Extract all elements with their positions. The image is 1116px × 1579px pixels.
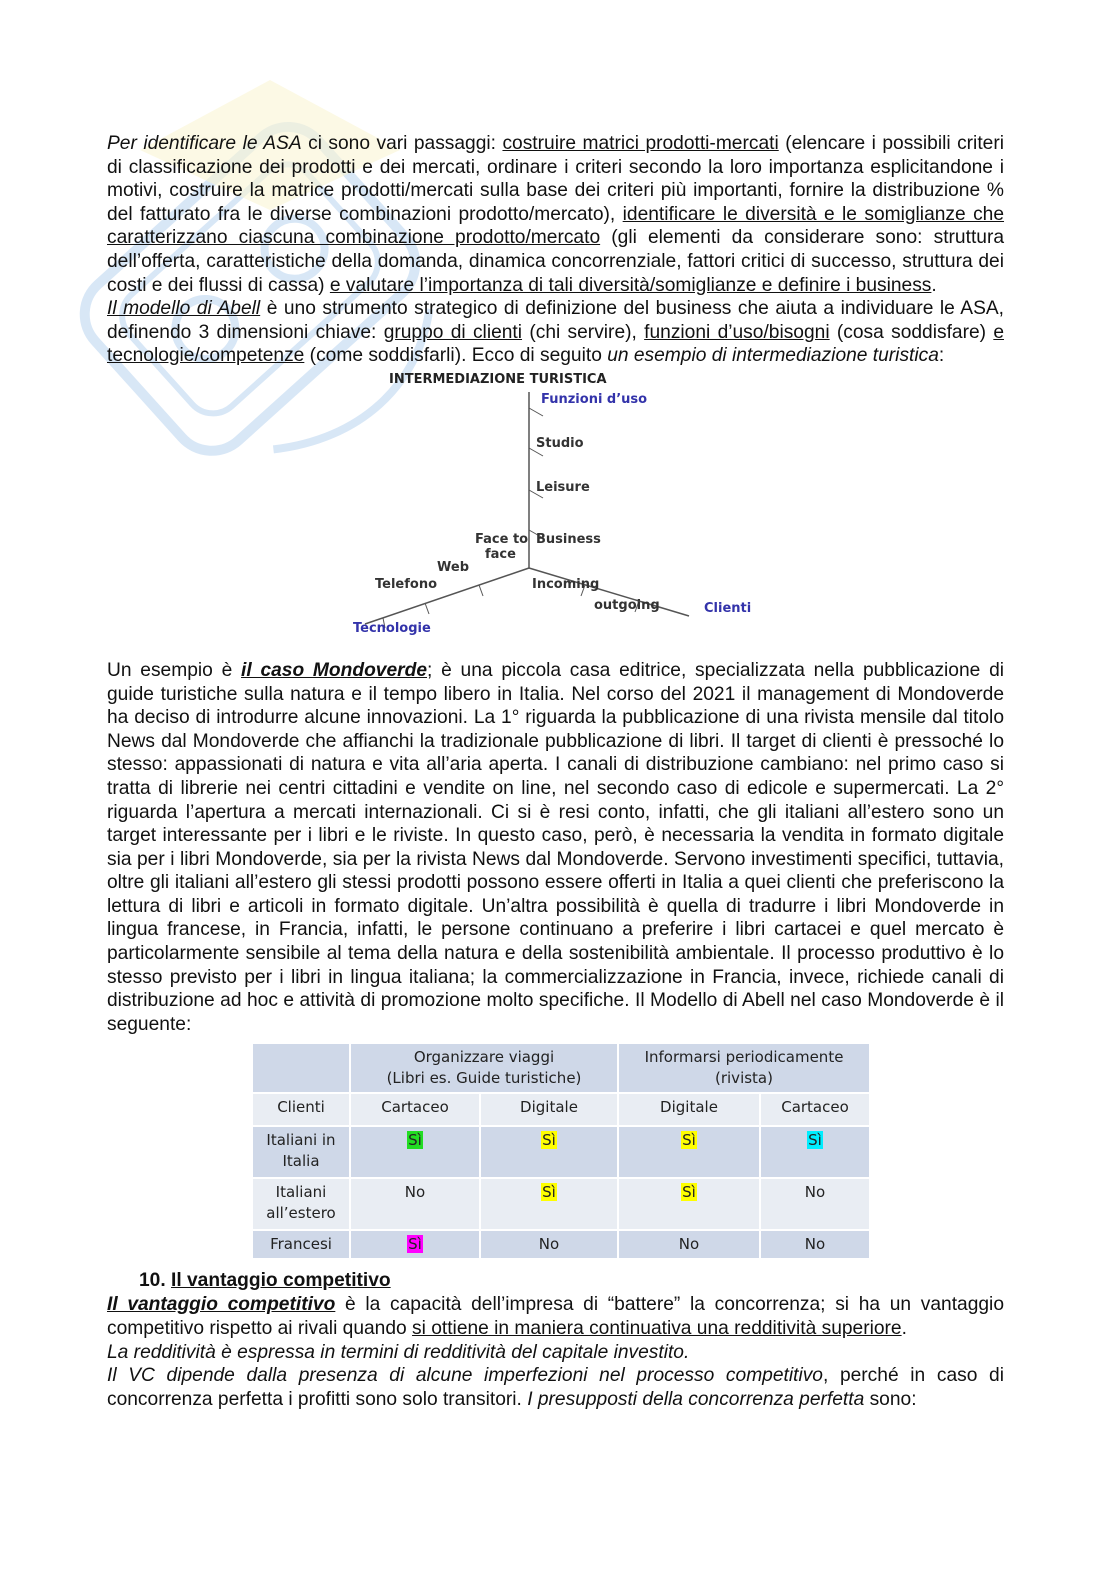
axis-funzioni-label: Funzioni d’uso xyxy=(541,391,648,407)
table-subheader-row xyxy=(252,1093,870,1126)
label-web: Web xyxy=(437,559,469,575)
section-number: 10. xyxy=(139,1270,172,1292)
col-header: Cartaceo xyxy=(760,1093,870,1126)
abell-diagram-svg xyxy=(107,370,1004,652)
paragraph-asa: Per identificare le ASA ci sono vari passaggi: costruire matrici prodotti-mercati (elencare i possibili criteri di classificazione dei prodotti e dei mercati, ordinare i criteri secondo la loro importanza esplicitandone i motivi, costruire la matrice prodotti/mercati sulla base dei criteri più importanti, fornire la distribuzione % del fatturato fra le diverse combinazioni prodotto/mercato), identificare le diversità e le somiglianze che caratterizzano ciascuna combinazione prodotto/mercato (gli elementi da considerare sono: struttura dell’offerta, caratteristiche della domanda, dinamica concorrenziale, fattori critici di successo, struttura dei costi e dei flussi di cassa) e valutare l’importanza di tali diversità/somiglianze e definire i business. xyxy=(107,133,1005,296)
col-header: Digitale xyxy=(618,1093,760,1126)
group-header-rivista: Informarsi periodicamente (rivista) xyxy=(618,1043,870,1093)
col-header: Cartaceo xyxy=(350,1093,480,1126)
paragraph-vc: Il VC dipende dalla presenza di alcune imperfezioni nel processo competitivo, perché in caso di concorrenza perfetta i profitti sono solo transitori. I presupposti della concorrenza perfetta sono: xyxy=(107,1365,1004,1410)
label-leisure: Leisure xyxy=(536,479,590,495)
table-header-row xyxy=(252,1043,870,1093)
label-incoming: Incoming xyxy=(532,576,600,592)
abell-term: Il modello di Abell xyxy=(107,298,261,320)
label-studio: Studio xyxy=(536,435,584,451)
asa-intro: Per identificare le ASA xyxy=(107,133,302,154)
group-header-viaggi: Organizzare viaggi (Libri es. Guide turistiche) xyxy=(350,1043,618,1093)
diagram-title: INTERMEDIAZIONE TURISTICA xyxy=(389,371,607,387)
table-row: Italiani in Italia Sì Sì Sì Sì xyxy=(252,1126,870,1178)
paragraph-abell: Il modello di Abell è uno strumento strategico di definizione del business che aiuta a individuare le ASA, definendo 3 dimensioni chiave: gruppo di clienti (chi servire), funzioni d’uso/bisogni (cosa soddisfare) e tecnologie/competenze (come soddisfarli). Ecco di seguito un esempio di intermediazione turistica: xyxy=(107,298,1004,367)
section-heading xyxy=(139,1269,1004,1293)
col-header: Clienti xyxy=(252,1093,350,1126)
label-telefono: Telefono xyxy=(375,576,438,592)
paragraph-vantaggio: Il vantaggio competitivo è la capacità dell’impresa di “battere” la concorrenza; si ha un vantaggio competitivo rispetto ai rivali quando si ottiene in maniera continuativa una redditività superiore. xyxy=(107,1294,1004,1340)
col-header: Digitale xyxy=(480,1093,618,1126)
step-matrici: costruire matrici prodotti-mercati xyxy=(502,133,779,154)
mondoverde-term: il caso Mondoverde xyxy=(241,659,428,681)
abell-diagram xyxy=(107,370,1004,652)
axis-clienti-label: Clienti xyxy=(704,600,752,616)
step-valutare: e valutare l’importanza di tali diversità/somiglianze e definire i business xyxy=(329,274,932,296)
label-business: Business xyxy=(536,531,601,547)
document-page xyxy=(107,132,1004,1411)
label-face: face xyxy=(485,546,516,562)
label-face-to: Face to xyxy=(475,531,529,547)
paragraph-redditivita: La redditività è espressa in termini di redditività del capitale investito. xyxy=(107,1341,690,1363)
label-outgoing: outgoing xyxy=(594,597,660,613)
axis-tecnologie-label: Tecnologie xyxy=(353,620,431,636)
table-row: Italiani all’estero No Sì Sì No xyxy=(252,1178,870,1230)
step-diversita: identificare le diversità e le somiglianze che caratterizzano ciascuna combinazione prodotto/mercato xyxy=(107,203,1005,249)
abell-table xyxy=(251,1042,871,1260)
section-title: Il vantaggio competitivo xyxy=(171,1270,391,1292)
vantaggio-term: Il vantaggio competitivo xyxy=(107,1294,336,1316)
paragraph-mondoverde: Un esempio è il caso Mondoverde; è una piccola casa editrice, specializzata nella pubblicazione di guide turistiche sulla natura e il tempo libero in Italia. Nel corso del 2021 il management di Mondoverde ha deciso di introdurre alcune innovazioni. La 1° riguarda la pubblicazione di una rivista mensile dal titolo News dal Mondoverde che affianchi la tradizionale pubblicazione di libri. Il target di clienti è pressoché lo stesso: appassionati di natura e vita all’aria aperta. I canali di distribuzione cambiano: nel primo caso si tratta di librerie nei centri cittadini e vendite on line, nel secondo caso di edicole e supermercati. La 2° riguarda l’apertura a mercati internazionali. Ci si è resi conto, infatti, che gli italiani all’estero sono un target interessante per i libri e le riviste. In questo caso, però, è necessaria la vendita in formato digitale sia per i libri Mondoverde, sia per la rivista News dal Mondoverde. Servono investimenti specifici, tuttavia, oltre gli italiani all’estero gli stessi prodotti possono essere offerti in Italia a quei clienti che preferiscono la lettura di libri e articoli in formato digitale. Un’altra possibilità è quella di tradurre i libri Mondoverde in lingua francese, in Francia, infatti, le persone continuano a preferire i libri cartacei e quel mercato è particolarmente sensibile al tema della natura e della sostenibilità ambientale. Il processo produttivo è lo stesso previsto per i libri in lingua italiana; la commercializzazione in Francia, invece, richiede canali di distribuzione ad hoc e attività di promozione molto specifiche. Il Modello di Abell nel caso Mondoverde è il seguente: xyxy=(107,659,1005,1035)
table-row: Francesi Sì No No No xyxy=(252,1230,870,1259)
